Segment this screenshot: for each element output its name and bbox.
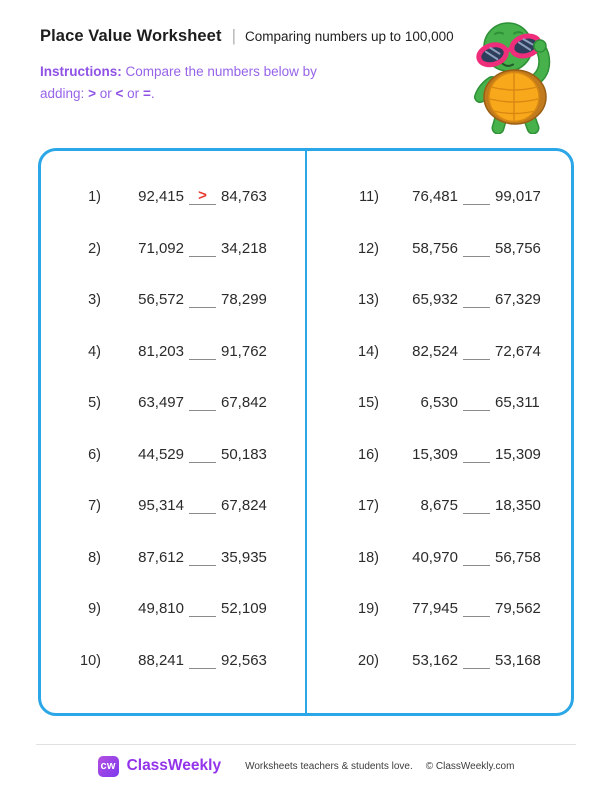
second-number: 50,183 [221, 445, 267, 463]
comparison-expression [131, 446, 267, 463]
first-number: 63,497 [138, 394, 184, 412]
second-number: 78,299 [221, 291, 267, 309]
answer-blank[interactable] [463, 398, 490, 411]
problem-row [41, 600, 305, 621]
conjunction: or [99, 85, 112, 101]
problem-row [41, 240, 305, 261]
brand-name[interactable]: ClassWeekly [126, 757, 222, 774]
problems-box [38, 148, 574, 716]
second-number: 53,168 [495, 651, 541, 669]
page-title: Place Value Worksheet [40, 27, 222, 45]
problem-row [307, 497, 571, 518]
answer-blank[interactable] [463, 450, 490, 463]
problem-row [41, 343, 305, 364]
problem-number: 6) [88, 446, 101, 463]
problem-number: 17) [358, 498, 379, 515]
problem-row [307, 291, 571, 312]
problem-number: 20) [358, 652, 379, 669]
problem-row [41, 446, 305, 467]
problem-number: 10) [80, 652, 101, 669]
problem-number: 14) [358, 343, 379, 360]
problem-number: 4) [88, 343, 101, 360]
second-number: 34,218 [221, 239, 267, 257]
instructions-body: Compare the numbers below by adding: [40, 64, 317, 101]
comparison-expression [131, 497, 267, 514]
first-number: 6,530 [420, 394, 458, 412]
problem-row [307, 652, 571, 673]
second-number: 56,758 [495, 548, 541, 566]
answer-blank[interactable] [463, 553, 490, 566]
title-separator: | [231, 26, 236, 45]
comparison-expression [131, 652, 267, 669]
problem-row [307, 394, 571, 415]
problem-number: 19) [358, 601, 379, 618]
problem-row [41, 652, 305, 673]
first-number: 65,932 [412, 291, 458, 309]
second-number: 15,309 [495, 445, 541, 463]
first-number: 71,092 [138, 239, 184, 257]
problem-number: 2) [88, 240, 101, 257]
comparison-expression [405, 652, 541, 669]
comparison-expression [131, 188, 267, 205]
conjunction: or [127, 85, 140, 101]
comparison-expression [131, 343, 267, 360]
comparison-expression [405, 188, 541, 205]
comparison-expression [405, 343, 541, 360]
second-number: 79,562 [495, 600, 541, 618]
problem-number: 9) [88, 601, 101, 618]
second-number: 65,311 [495, 394, 540, 412]
answer-blank[interactable] [189, 501, 216, 514]
problem-number: 1) [88, 189, 101, 205]
footer-tagline: Worksheets teachers & students love. [245, 760, 413, 772]
first-number: 8,675 [420, 497, 458, 515]
comparison-expression [131, 549, 267, 566]
problem-number: 5) [88, 395, 101, 412]
second-number: 18,350 [495, 497, 541, 515]
first-number: 82,524 [412, 342, 458, 360]
first-number: 76,481 [412, 188, 458, 205]
answer-blank[interactable] [189, 553, 216, 566]
second-number: 35,935 [221, 548, 267, 566]
problem-number: 7) [88, 498, 101, 515]
second-number: 99,017 [495, 188, 541, 205]
comparison-expression [131, 240, 267, 257]
instructions-text [40, 61, 358, 104]
classweekly-logo-icon: cw [98, 756, 119, 777]
second-number: 67,329 [495, 291, 541, 309]
answer-blank[interactable] [463, 604, 490, 617]
answer-value: > [198, 187, 207, 204]
answer-blank[interactable] [463, 244, 490, 257]
problem-row [307, 600, 571, 621]
second-number: 67,842 [221, 394, 267, 412]
period: . [150, 85, 155, 101]
second-number: 52,109 [221, 600, 267, 618]
first-number: 53,162 [412, 651, 458, 669]
comparison-expression [405, 291, 541, 308]
problem-number: 12) [358, 240, 379, 257]
answer-blank[interactable] [189, 244, 216, 257]
comparison-expression [405, 600, 541, 617]
problem-row [41, 497, 305, 518]
answer-blank[interactable] [189, 656, 216, 669]
first-number: 40,970 [412, 548, 458, 566]
answer-blank[interactable] [463, 501, 490, 514]
problem-row [307, 446, 571, 467]
answer-blank[interactable] [463, 347, 490, 360]
answer-blank[interactable] [463, 295, 490, 308]
equals-symbol: = [142, 85, 151, 101]
problem-number: 13) [358, 292, 379, 309]
page-subtitle: Comparing numbers up to 100,000 [244, 29, 454, 44]
answer-blank[interactable] [463, 192, 490, 205]
first-number: 95,314 [138, 497, 184, 515]
answer-blank[interactable] [189, 450, 216, 463]
first-number: 87,612 [138, 548, 184, 566]
second-number: 67,824 [221, 497, 267, 515]
first-number: 88,241 [138, 651, 184, 669]
first-number: 15,309 [412, 445, 458, 463]
problem-number: 11) [359, 189, 379, 205]
first-number: 49,810 [138, 600, 184, 618]
problem-row [41, 394, 305, 415]
problem-number: 3) [88, 292, 101, 309]
answer-blank[interactable] [189, 295, 216, 308]
problem-row [307, 549, 571, 570]
comparison-expression [131, 600, 267, 617]
answer-blank[interactable] [189, 187, 216, 205]
second-number: 92,563 [221, 651, 267, 669]
problem-row [41, 188, 305, 209]
comparison-expression [131, 291, 267, 308]
first-number: 58,756 [412, 239, 458, 257]
comparison-expression [405, 240, 541, 257]
footer-copyright: © ClassWeekly.com [425, 760, 515, 772]
problems-column-left [41, 151, 305, 713]
answer-blank[interactable] [189, 347, 216, 360]
answer-blank[interactable] [189, 604, 216, 617]
less-than-symbol: < [115, 85, 124, 101]
second-number: 58,756 [495, 239, 541, 257]
comparison-expression [405, 549, 541, 566]
footer [0, 751, 612, 781]
problem-row [307, 343, 571, 364]
instructions-label: Instructions: [40, 64, 122, 79]
problem-number: 8) [88, 549, 101, 566]
first-number: 56,572 [138, 291, 184, 309]
problem-row [307, 240, 571, 261]
comparison-expression [405, 497, 541, 514]
second-number: 84,763 [221, 188, 267, 205]
problem-number: 16) [358, 446, 379, 463]
problem-row [41, 549, 305, 570]
problem-row [307, 188, 571, 209]
problem-row [41, 291, 305, 312]
first-number: 81,203 [138, 342, 184, 360]
second-number: 72,674 [495, 342, 541, 360]
comparison-expression [405, 394, 540, 411]
second-number: 91,762 [221, 342, 267, 360]
comparison-expression [131, 394, 267, 411]
greater-than-symbol: > [88, 85, 96, 101]
footer-divider [36, 744, 576, 745]
first-number: 77,945 [412, 600, 458, 618]
problems-column-right [307, 151, 571, 713]
turtle-with-sunglasses-icon [458, 16, 570, 134]
first-number: 92,415 [138, 188, 184, 205]
page-header [40, 26, 454, 46]
answer-blank[interactable] [463, 656, 490, 669]
problem-number: 15) [358, 395, 379, 412]
comparison-expression [405, 446, 541, 463]
problem-number: 18) [358, 549, 379, 566]
first-number: 44,529 [138, 445, 184, 463]
answer-blank[interactable] [189, 398, 216, 411]
